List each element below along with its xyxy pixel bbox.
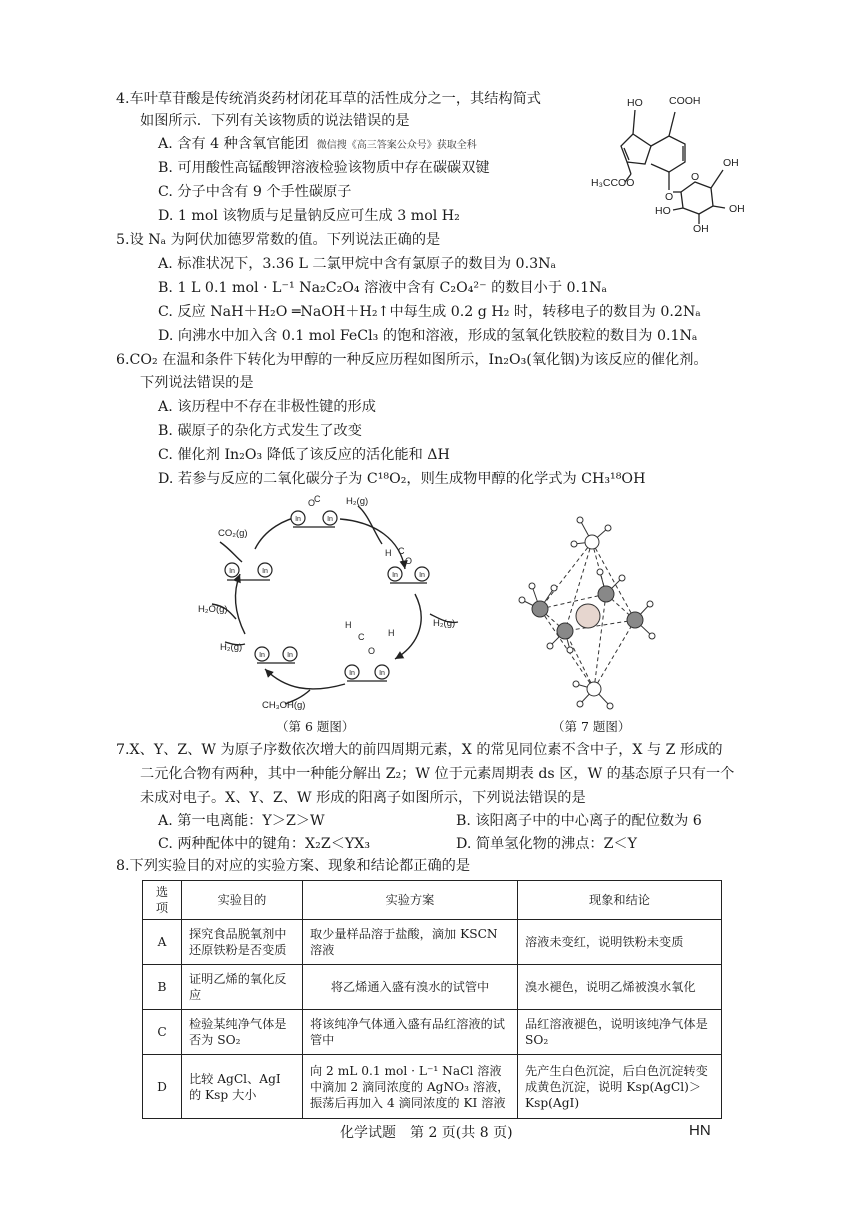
q4-option-b: B. 可用酸性高锰酸钾溶液检验该物质中存在碳碳双键: [158, 160, 490, 176]
q8-experiment-table: [142, 880, 722, 1119]
in-label: In: [379, 670, 385, 677]
q7-option-c: C. 两种配体中的键角：X₂Z＜YX₃: [158, 836, 371, 852]
atom-label: C: [358, 632, 365, 642]
q5-stem: 5.设 Nₐ 为阿伏加德罗常数的值。下列说法正确的是: [116, 232, 441, 248]
in-label: In: [287, 652, 293, 659]
table-cell: D: [143, 1055, 182, 1119]
table-cell: 向 2 mL 0.1 mol · L⁻¹ NaCl 溶液中滴加 2 滴同浓度的 AgNO₃ 溶液，振荡后再加入 4 滴同浓度的 KI 溶液: [303, 1055, 518, 1119]
in-label: In: [262, 568, 268, 575]
paper-code: HN: [689, 1122, 711, 1139]
table-cell: 将该纯净气体通入盛有品红溶液的试管中: [303, 1010, 518, 1055]
label-oh-sugar-top: OH: [723, 157, 739, 169]
q4-option-a-text: A. 含有 4 种含氧官能团: [158, 136, 309, 152]
in-label: In: [349, 670, 355, 677]
col-header-option: 选项: [143, 881, 182, 920]
label-acetate: H₃CCOO: [591, 177, 635, 189]
label-h2o: H₂O(g): [198, 604, 228, 615]
label-oh-right: OH: [729, 203, 745, 215]
table-cell: B: [143, 965, 182, 1010]
q7-stem-line1: 7.X、Y、Z、W 为原子序数依次增大的前四周期元素，X 的常见同位素不含中子，X 与 Z 形成的: [116, 742, 723, 758]
label-oh-bottom: OH: [693, 223, 709, 232]
q4-structure-diagram: [585, 82, 760, 232]
q6-option-b: B. 碳原子的杂化方式发生了改变: [158, 423, 362, 439]
table-row: [143, 1010, 722, 1055]
q6-stem-line2: 下列说法错误的是: [140, 375, 254, 391]
label-h2-top: H₂(g): [346, 496, 369, 507]
label-ho-bottom-left: HO: [655, 205, 671, 217]
col-header-purpose: 实验目的: [182, 881, 303, 920]
label-ch3oh: CH₃OH(g): [262, 700, 306, 711]
in-label: In: [295, 516, 301, 523]
q6-option-d: D. 若参与反应的二氧化碳分子为 C¹⁸O₂，则生成物甲醇的化学式为 CH₃¹⁸OH: [158, 471, 646, 487]
q5-option-c: C. 反应 NaH＋H₂O ═NaOH＋H₂↑中每生成 0.2 g H₂ 时，转移电子的数目为 0.2Nₐ: [158, 304, 701, 320]
atom-label: O: [368, 646, 376, 656]
atom-label: H: [345, 620, 352, 630]
atom-label: O: [308, 498, 316, 508]
table-cell: A: [143, 920, 182, 965]
table-cell: 比较 AgCl、AgI 的 Ksp 大小: [182, 1055, 303, 1119]
label-cooh: COOH: [669, 95, 701, 107]
atom-label: C: [314, 494, 321, 504]
q4-option-d: D. 1 mol 该物质与足量钠反应可生成 3 mol H₂: [158, 208, 460, 224]
label-oh-top: HO: [627, 97, 643, 109]
q4-stem-line1: 4.车叶草苷酸是传统消炎药材闭花耳草的活性成分之一，其结构简式: [116, 91, 541, 107]
q7-figure-caption: （第 7 题图）: [552, 719, 631, 734]
q4-option-a: [158, 135, 477, 155]
table-cell: 证明乙烯的氧化反应: [182, 965, 303, 1010]
atom-label: C: [398, 546, 405, 556]
watermark-text: 微信搜《高三答案公众号》获取全科: [316, 140, 477, 151]
label-h2-left: H₂(g): [220, 642, 243, 653]
q7-option-b: B. 该阳离子中的中心离子的配位数为 6: [456, 813, 702, 829]
q7-stem-line2: 二元化合物有两种，其中一种能分解出 Z₂；W 位于元素周期表 ds 区，W 的基态原子只有一个: [140, 766, 735, 782]
label-h2-right: H₂(g): [433, 618, 456, 629]
table-cell: 取少量样品溶于盐酸，滴加 KSCN 溶液: [303, 920, 518, 965]
q6-option-a: A. 该历程中不存在非极性键的形成: [158, 399, 376, 415]
q6-figure-caption: （第 6 题图）: [276, 719, 355, 734]
table-row: [143, 1055, 722, 1119]
in-label: In: [229, 568, 235, 575]
col-header-plan: 实验方案: [303, 881, 518, 920]
atom-label: O: [405, 556, 413, 566]
q7-stem-line3: 未成对电子。X、Y、Z、W 形成的阳离子如图所示，下列说法错误的是: [140, 790, 586, 806]
q4-stem-line2: 如图所示．下列有关该物质的说法错误的是: [140, 113, 410, 129]
q5-option-d: D. 向沸水中加入含 0.1 mol FeCl₃ 的饱和溶液，形成的氢氧化铁胶粒的数目为 0.1Nₐ: [158, 328, 698, 344]
table-cell: 溴水褪色，说明乙烯被溴水氧化: [518, 965, 722, 1010]
table-cell: 品红溶液褪色，说明该纯净气体是 SO₂: [518, 1010, 722, 1055]
table-cell: 探究食品脱氧剂中还原铁粉是否变质: [182, 920, 303, 965]
in-label: In: [419, 572, 425, 579]
table-row: [143, 920, 722, 965]
q5-option-a: A. 标准状况下，3.36 L 二氯甲烷中含有氯原子的数目为 0.3Nₐ: [158, 256, 557, 272]
q7-option-a: A. 第一电离能：Y＞Z＞W: [158, 813, 325, 829]
table-cell: 检验某纯净气体是否为 SO₂: [182, 1010, 303, 1055]
q4-option-c: C. 分子中含有 9 个手性碳原子: [158, 184, 352, 200]
atom-label: H: [385, 548, 392, 558]
q7-complex-diagram: [510, 506, 660, 716]
table-cell: 溶液未变红，说明铁粉未变质: [518, 920, 722, 965]
q5-option-b: B. 1 L 0.1 mol · L⁻¹ Na₂C₂O₄ 溶液中含有 C₂O₄²⁻ 的数目小于 0.1Nₐ: [158, 280, 607, 296]
table-cell: C: [143, 1010, 182, 1055]
label-o-ring: O: [691, 171, 700, 183]
page-number: 化学试题 第 2 页(共 8 页): [340, 1125, 513, 1141]
atom-label: H: [388, 628, 395, 638]
in-label: In: [259, 652, 265, 659]
table-cell: 将乙烯通入盛有溴水的试管中: [303, 965, 518, 1010]
table-row: [143, 965, 722, 1010]
q8-stem: 8.下列实验目的对应的实验方案、现象和结论都正确的是: [116, 858, 471, 874]
table-cell: 先产生白色沉淀，后白色沉淀转变成黄色沉淀，说明 Ksp(AgCl)＞Ksp(AgI): [518, 1055, 722, 1119]
label-co2: CO₂(g): [218, 528, 248, 539]
q6-stem-line1: 6.CO₂ 在温和条件下转化为甲醇的一种反应历程如图所示，In₂O₃(氧化铟)为该反应的催化剂。: [116, 352, 708, 368]
col-header-result: 现象和结论: [518, 881, 722, 920]
q7-option-d: D. 简单氢化物的沸点：Z＜Y: [456, 836, 637, 852]
label-o-link: O: [665, 191, 674, 203]
q6-cycle-diagram: [190, 494, 470, 714]
in-label: In: [327, 516, 333, 523]
table-header-row: [143, 881, 722, 920]
q6-option-c: C. 催化剂 In₂O₃ 降低了该反应的活化能和 ΔH: [158, 447, 450, 463]
in-label: In: [392, 572, 398, 579]
